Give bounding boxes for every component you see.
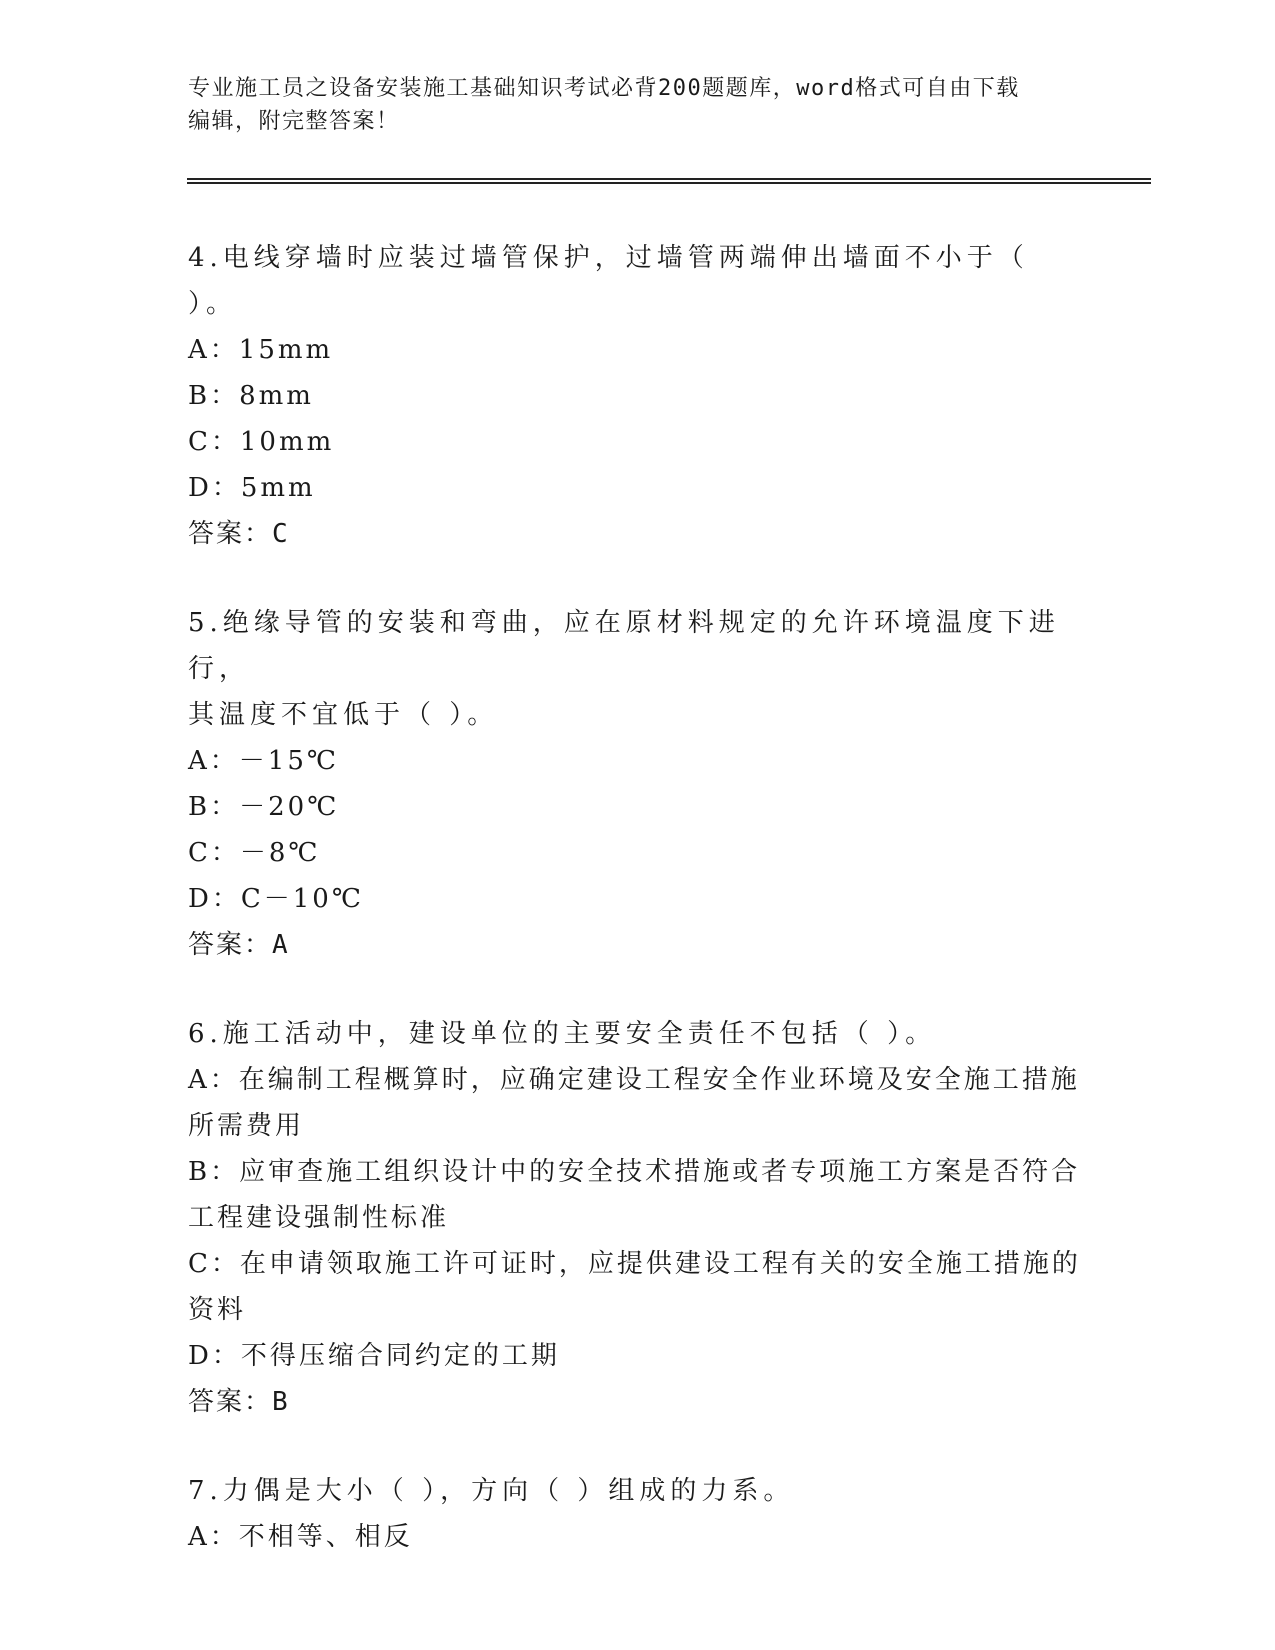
answer-label: 答案：B [188, 1387, 290, 1417]
question-item [188, 235, 1088, 557]
option-b: B：－20℃ [188, 792, 340, 822]
option-a: A：不相等、相反 [188, 1522, 413, 1552]
question-item [188, 600, 1088, 968]
option-c: C：在申请领取施工许可证时，应提供建设工程有关的安全施工措施的 [188, 1249, 1081, 1279]
document-header [188, 72, 1068, 138]
header-line-1: 专业施工员之设备安装施工基础知识考试必背200题题库，word格式可自由下载 [188, 76, 1020, 101]
question-stem: 6.施工活动中，建设单位的主要安全责任不包括（ ）。 [188, 1019, 937, 1049]
question-stem: 4.电线穿墙时应装过墙管保护，过墙管两端伸出墙面不小于（ ）。 [188, 243, 1029, 319]
header-divider-bottom [187, 182, 1151, 184]
option-a: A：15mm [188, 335, 334, 365]
option-b-continued: 工程建设强制性标准 [188, 1203, 450, 1233]
question-list [188, 235, 1088, 1603]
option-c-continued: 资料 [188, 1295, 247, 1325]
option-c: C：10mm [188, 427, 335, 457]
option-a-continued: 所需费用 [188, 1111, 305, 1141]
option-b: B：8mm [188, 381, 314, 411]
answer-label: 答案：C [188, 519, 290, 549]
answer-label: 答案：A [188, 930, 290, 960]
option-d: D：C－10℃ [188, 884, 364, 914]
option-d: D：不得压缩合同约定的工期 [188, 1341, 560, 1371]
question-stem: 7.力偶是大小（ ），方向（ ）组成的力系。 [188, 1476, 795, 1506]
question-stem: 5.绝缘导管的安装和弯曲，应在原材料规定的允许环境温度下进行， [188, 608, 1060, 684]
question-item [188, 1468, 1088, 1560]
header-line-2: 编辑，附完整答案！ [188, 109, 400, 134]
header-divider-top [187, 178, 1151, 180]
question-item [188, 1011, 1088, 1425]
option-a: A：在编制工程概算时，应确定建设工程安全作业环境及安全施工措施 [188, 1065, 1080, 1095]
option-d: D：5mm [188, 473, 316, 503]
option-c: C：－8℃ [188, 838, 321, 868]
question-stem-continued: 其温度不宜低于（ ）。 [188, 700, 499, 730]
option-a: A：－15℃ [188, 746, 339, 776]
option-b: B：应审查施工组织设计中的安全技术措施或者专项施工方案是否符合 [188, 1157, 1081, 1187]
